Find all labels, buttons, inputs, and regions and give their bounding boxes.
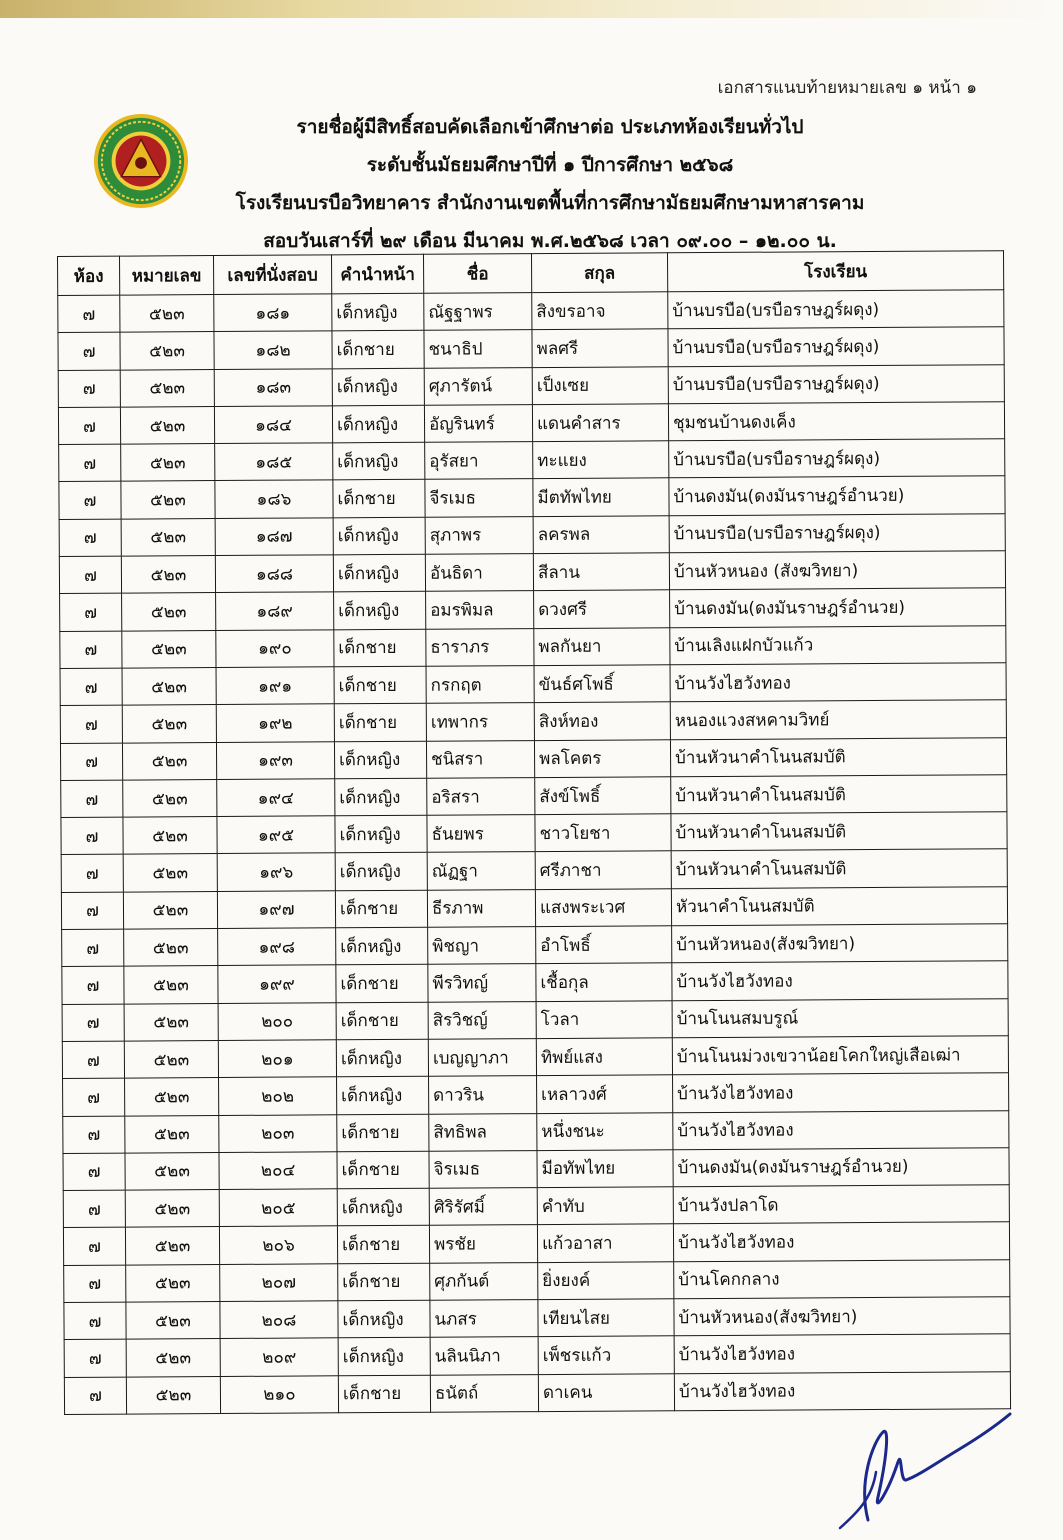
cell-school: บ้านบรบือ(บรบือราษฎร์ผดุง) [668, 290, 1004, 329]
header-prefix: คำนำหน้า [331, 254, 423, 294]
cell-prefix: เด็กหญิง [333, 554, 425, 592]
cell-first-name: ศุภารัตน์ [424, 367, 532, 405]
cell-number: ๕๒๓ [126, 1264, 220, 1302]
cell-room: ๗ [59, 556, 121, 594]
cell-prefix: เด็กชาย [336, 965, 428, 1003]
cell-number: ๕๒๓ [121, 518, 215, 556]
cell-room: ๗ [59, 444, 121, 482]
table-row [61, 812, 1007, 855]
cell-prefix: เด็กหญิง [332, 368, 424, 406]
cell-seat: ๒๐๘ [220, 1301, 338, 1339]
cell-prefix: เด็กหญิง [336, 1039, 428, 1077]
cell-first-name: นภสร [430, 1300, 538, 1338]
cell-first-name: อมรพิมล [426, 591, 534, 629]
cell-last-name: พลศรี [532, 329, 668, 367]
cell-school: บ้านวังไฮวังทอง [674, 1334, 1010, 1373]
cell-prefix: เด็กหญิง [338, 1300, 430, 1338]
cell-first-name: ชนิสรา [426, 740, 534, 778]
cell-seat: ๑๙๖ [217, 853, 335, 891]
table-row [61, 849, 1007, 892]
cell-number: ๕๒๓ [120, 406, 214, 444]
cell-last-name: พลโคตร [534, 739, 670, 777]
cell-seat: ๑๙๘ [218, 928, 336, 966]
header-number: หมายเลข [120, 256, 214, 296]
cell-number: ๕๒๓ [125, 1115, 219, 1153]
cell-school: บ้านหัวหนอง(สังฆวิทยา) [674, 1297, 1010, 1336]
cell-seat: ๒๐๙ [220, 1338, 338, 1376]
cell-first-name: ธาราภร [426, 628, 534, 666]
cell-seat: ๒๐๑ [218, 1040, 336, 1078]
cell-room: ๗ [59, 482, 121, 520]
cell-room: ๗ [62, 966, 124, 1004]
table-row [60, 737, 1006, 780]
cell-last-name: เชื้อกุล [536, 963, 672, 1001]
table-row [63, 1073, 1009, 1116]
cell-seat: ๒๐๗ [220, 1264, 338, 1302]
cell-prefix: เด็กหญิง [332, 405, 424, 443]
cell-last-name: หนึ่งชนะ [537, 1112, 673, 1150]
cell-seat: ๑๘๕ [215, 443, 333, 481]
cell-prefix: เด็กชาย [338, 1263, 430, 1301]
cell-last-name: ทิพย์แสง [536, 1038, 672, 1076]
table-row [58, 290, 1004, 333]
cell-school: บ้านวังปลาโด [673, 1185, 1009, 1224]
cell-number: ๕๒๓ [123, 817, 217, 855]
cell-seat: ๑๙๙ [218, 965, 336, 1003]
cell-room: ๗ [63, 1228, 125, 1266]
cell-last-name: สังข์โพธิ์ [535, 777, 671, 815]
cell-number: ๕๒๓ [120, 332, 214, 370]
cell-school: บ้านโนนสมบรูณ์ [672, 998, 1008, 1037]
cell-school: บ้านบรบือ(บรบือราษฎร์ผดุง) [669, 439, 1005, 478]
cell-prefix: เด็กหญิง [334, 741, 426, 779]
cell-seat: ๑๘๒ [214, 331, 332, 369]
cell-prefix: เด็กหญิง [335, 815, 427, 853]
cell-last-name: มีอทัพไทย [537, 1150, 673, 1188]
cell-school: บ้านวังไฮวังทอง [674, 1371, 1010, 1410]
table-row [64, 1297, 1010, 1340]
cell-first-name: ดาวริน [429, 1076, 537, 1114]
cell-seat: ๑๙๔ [217, 779, 335, 817]
header-first-name: ชื่อ [423, 254, 531, 294]
cell-number: ๕๒๓ [123, 891, 217, 929]
cell-seat: ๑๘๔ [214, 406, 332, 444]
table-row [59, 476, 1005, 519]
cell-first-name: ศุภกันต์ [430, 1262, 538, 1300]
table-row [62, 1036, 1008, 1079]
cell-number: ๕๒๓ [122, 630, 216, 668]
cell-number: ๕๒๓ [125, 1078, 219, 1116]
cell-first-name: อันธิดา [425, 554, 533, 592]
cell-room: ๗ [58, 332, 120, 370]
cell-school: บ้านหัวนาคำโนนสมบัติ [671, 775, 1007, 814]
cell-seat: ๑๘๘ [215, 555, 333, 593]
cell-first-name: อุรัสยา [425, 442, 533, 480]
cell-seat: ๒๐๖ [219, 1226, 337, 1264]
cell-number: ๕๒๓ [124, 929, 218, 967]
reference-number: เอกสารแนบท้ายหมายเลข ๑ หน้า ๑ [717, 78, 977, 98]
cell-prefix: เด็กชาย [337, 1226, 429, 1264]
cell-number: ๕๒๓ [124, 966, 218, 1004]
table-row [59, 513, 1005, 556]
cell-number: ๕๒๓ [120, 295, 214, 333]
cell-seat: ๑๙๗ [217, 891, 335, 929]
cell-last-name: พลกันยา [534, 627, 670, 665]
cell-room: ๗ [63, 1190, 125, 1228]
table-row [62, 961, 1008, 1004]
cell-room: ๗ [61, 817, 123, 855]
document-header [150, 108, 950, 260]
cell-seat: ๑๘๙ [216, 592, 334, 630]
cell-prefix: เด็กหญิง [338, 1338, 430, 1376]
cell-room: ๗ [62, 1004, 124, 1042]
title-line-1: รายชื่อผู้มีสิทธิ์สอบคัดเลือกเข้าศึกษาต่อ ประเภทห้องเรียนทั่วไป [296, 116, 804, 138]
cell-room: ๗ [63, 1078, 125, 1116]
cell-prefix: เด็กหญิง [332, 293, 424, 331]
header-last-name: สกุล [531, 253, 667, 293]
cell-prefix: เด็กชาย [332, 331, 424, 369]
cell-school: หัวนาคำโนนสมบัติ [671, 886, 1007, 925]
cell-number: ๕๒๓ [125, 1152, 219, 1190]
cell-prefix: เด็กหญิง [337, 1076, 429, 1114]
cell-first-name: พรชัย [429, 1225, 537, 1263]
cell-number: ๕๒๓ [126, 1339, 220, 1377]
cell-seat: ๒๐๐ [218, 1002, 336, 1040]
cell-room: ๗ [64, 1302, 126, 1340]
cell-last-name: แก้วอาสา [537, 1224, 673, 1262]
cell-first-name: ชนาธิป [424, 330, 532, 368]
candidate-table [57, 250, 1011, 1415]
cell-school: บ้านโนนม่วงเขวาน้อยโคกใหญ่เสือเฒ่า [672, 1036, 1008, 1075]
cell-last-name: เพ็ชรแก้ว [538, 1336, 674, 1374]
cell-school: บ้านวังไฮวังทอง [673, 1110, 1009, 1149]
cell-last-name: ศรีภาชา [535, 851, 671, 889]
cell-number: ๕๒๓ [124, 1040, 218, 1078]
cell-number: ๕๒๓ [120, 369, 214, 407]
cell-school: บ้านดงมัน(ดงมันราษฎร์อำนวย) [673, 1148, 1009, 1187]
table-row [64, 1259, 1010, 1302]
cell-number: ๕๒๓ [122, 593, 216, 631]
cell-prefix: เด็กหญิง [334, 592, 426, 630]
cell-number: ๕๒๓ [121, 481, 215, 519]
handwritten-signature [828, 1402, 1018, 1532]
cell-prefix: เด็กชาย [334, 629, 426, 667]
cell-number: ๕๒๓ [121, 556, 215, 594]
cell-school: บ้านหัวนาคำโนนสมบัติ [671, 849, 1007, 888]
cell-room: ๗ [60, 631, 122, 669]
cell-room: ๗ [58, 370, 120, 408]
cell-prefix: เด็กหญิง [335, 853, 427, 891]
cell-number: ๕๒๓ [122, 705, 216, 743]
cell-school: บ้านหัวนาคำโนนสมบัติ [670, 737, 1006, 776]
cell-first-name: ณัฐฐาพร [424, 293, 532, 331]
cell-number: ๕๒๓ [122, 742, 216, 780]
table-row [59, 551, 1005, 594]
cell-first-name: สิรวิชญ์ [428, 1001, 536, 1039]
cell-first-name: พีรวิทญ์ [428, 964, 536, 1002]
cell-last-name: เป็งเซย [532, 366, 668, 404]
cell-room: ๗ [64, 1377, 126, 1415]
cell-school: บ้านบรบือ(บรบือราษฎร์ผดุง) [668, 364, 1004, 403]
table-row [60, 700, 1006, 743]
cell-last-name: แดนคำสาร [532, 404, 668, 442]
cell-school: ชุมชนบ้านดงเค็ง [668, 402, 1004, 441]
cell-room: ๗ [58, 407, 120, 445]
cell-seat: ๑๙๑ [216, 667, 334, 705]
cell-number: ๕๒๓ [123, 779, 217, 817]
cell-last-name: มีตทัพไทย [533, 478, 669, 516]
cell-room: ๗ [60, 705, 122, 743]
cell-school: บ้านบรบือ(บรบือราษฎร์ผดุง) [669, 513, 1005, 552]
cell-room: ๗ [62, 1041, 124, 1079]
cell-prefix: เด็กหญิง [333, 442, 425, 480]
cell-last-name: สีลาน [533, 553, 669, 591]
cell-seat: ๒๐๕ [219, 1189, 337, 1227]
cell-room: ๗ [63, 1116, 125, 1154]
table-row [63, 1110, 1009, 1153]
table-row [60, 588, 1006, 631]
header-seat: เลขที่นั่งสอบ [214, 255, 332, 295]
cell-first-name: เบญญาภา [428, 1039, 536, 1077]
cell-seat: ๑๙๒ [216, 704, 334, 742]
cell-first-name: ธันยพร [427, 815, 535, 853]
cell-number: ๕๒๓ [126, 1302, 220, 1340]
table-row [63, 1185, 1009, 1228]
cell-prefix: เด็กหญิง [333, 517, 425, 555]
cell-first-name: กรกฤต [426, 666, 534, 704]
cell-prefix: เด็กชาย [335, 890, 427, 928]
cell-seat: ๑๙๐ [216, 629, 334, 667]
cell-school: บ้านบรบือ(บรบือราษฎร์ผดุง) [668, 327, 1004, 366]
cell-room: ๗ [60, 593, 122, 631]
cell-number: ๕๒๓ [123, 854, 217, 892]
cell-prefix: เด็กชาย [337, 1151, 429, 1189]
cell-room: ๗ [59, 519, 121, 557]
cell-number: ๕๒๓ [125, 1227, 219, 1265]
cell-school: บ้านวังไฮวังทอง [670, 663, 1006, 702]
table-header-row [58, 251, 1004, 296]
cell-last-name: ยิ่งยงค์ [538, 1261, 674, 1299]
cell-seat: ๑๘๓ [214, 368, 332, 406]
table-row [63, 1148, 1009, 1191]
cell-room: ๗ [60, 668, 122, 706]
title-line-2: ระดับชั้นมัธยมศึกษาปีที่ ๑ ปีการศึกษา ๒๕๖๘ [366, 154, 734, 176]
table-row [63, 1222, 1009, 1265]
cell-first-name: ศิริรัศมิ์ [429, 1188, 537, 1226]
cell-last-name: สิงห์ทอง [534, 702, 670, 740]
table-row [64, 1334, 1010, 1377]
cell-school: หนองแวงสหคามวิทย์ [670, 700, 1006, 739]
cell-first-name: สุภาพร [425, 516, 533, 554]
cell-school: บ้านเลิงแฝกบัวแก้ว [670, 625, 1006, 664]
title-line-3: โรงเรียนบรบือวิทยาคาร สำนักงานเขตพื้นที่การศึกษามัธยมศึกษามหาสารคาม [235, 192, 865, 214]
cell-prefix: เด็กชาย [336, 1002, 428, 1040]
cell-seat: ๑๘๖ [215, 480, 333, 518]
cell-seat: ๑๙๓ [216, 741, 334, 779]
table-row [62, 998, 1008, 1041]
cell-seat: ๑๘๑ [214, 294, 332, 332]
cell-first-name: เทพากร [426, 703, 534, 741]
cell-prefix: เด็กหญิง [337, 1188, 429, 1226]
cell-prefix: เด็กชาย [334, 704, 426, 742]
cell-school: บ้านดงมัน(ดงมันราษฎร์อำนวย) [669, 476, 1005, 515]
cell-school: บ้านหัวหนอง(สังฆวิทยา) [672, 924, 1008, 963]
cell-seat: ๒๐๔ [219, 1152, 337, 1190]
cell-last-name: ดวงศรี [534, 590, 670, 628]
cell-school: บ้านวังไฮวังทอง [673, 1222, 1009, 1261]
cell-first-name: ณัฏฐา [427, 852, 535, 890]
table-row [59, 439, 1005, 482]
table-row [60, 625, 1006, 668]
cell-school: บ้านโคกกลาง [674, 1259, 1010, 1298]
cell-number: ๕๒๓ [121, 444, 215, 482]
table-row [60, 663, 1006, 706]
cell-prefix: เด็กชาย [334, 666, 426, 704]
cell-prefix: เด็กหญิง [335, 778, 427, 816]
cell-room: ๗ [62, 929, 124, 967]
cell-number: ๕๒๓ [122, 668, 216, 706]
cell-last-name: คำทับ [537, 1187, 673, 1225]
cell-room: ๗ [60, 743, 122, 781]
cell-last-name: เหลาวงศ์ [537, 1075, 673, 1113]
table-row [58, 364, 1004, 407]
cell-seat: ๒๐๓ [219, 1114, 337, 1152]
cell-last-name: อำโพธิ์ [536, 926, 672, 964]
cell-seat: ๒๐๒ [219, 1077, 337, 1115]
cell-first-name: ธนัตถ์ [430, 1374, 538, 1412]
cell-last-name: โวลา [536, 1000, 672, 1038]
cell-room: ๗ [61, 855, 123, 893]
cell-last-name: แสงพระเวศ [535, 889, 671, 927]
cell-school: บ้านวังไฮวังทอง [672, 961, 1008, 1000]
cell-room: ๗ [61, 780, 123, 818]
cell-last-name: ทะแยง [533, 441, 669, 479]
cell-last-name: เทียนไสย [538, 1299, 674, 1337]
cell-first-name: ธีรภาพ [427, 889, 535, 927]
cell-first-name: จิรเมธ [429, 1150, 537, 1188]
table-row [58, 327, 1004, 370]
header-room: ห้อง [58, 256, 120, 295]
cell-school: บ้านหัวนาคำโนนสมบัติ [671, 812, 1007, 851]
header-school: โรงเรียน [667, 251, 1003, 292]
cell-first-name: นลินนิภา [430, 1337, 538, 1375]
table-row [62, 924, 1008, 967]
cell-first-name: อัญรินทร์ [424, 404, 532, 442]
cell-number: ๕๒๓ [126, 1376, 220, 1414]
paper-top-edge [0, 0, 1063, 18]
cell-seat: ๒๑๐ [220, 1375, 338, 1413]
cell-school: บ้านดงมัน(ดงมันราษฎร์อำนวย) [670, 588, 1006, 627]
cell-room: ๗ [58, 295, 120, 333]
cell-last-name: ขันธ์ศโพธิ์ [534, 665, 670, 703]
cell-prefix: เด็กชาย [337, 1114, 429, 1152]
cell-seat: ๑๙๕ [217, 816, 335, 854]
cell-first-name: อริสรา [427, 777, 535, 815]
cell-room: ๗ [64, 1265, 126, 1303]
cell-room: ๗ [61, 892, 123, 930]
cell-first-name: สิทธิพล [429, 1113, 537, 1151]
cell-prefix: เด็กชาย [333, 480, 425, 518]
table-row [61, 886, 1007, 929]
cell-first-name: พิชญา [428, 927, 536, 965]
cell-school: บ้านหัวหนอง (สังฆวิทยา) [669, 551, 1005, 590]
cell-number: ๕๒๓ [124, 1003, 218, 1041]
cell-last-name: ลครพล [533, 516, 669, 554]
cell-school: บ้านวังไฮวังทอง [673, 1073, 1009, 1112]
cell-last-name: ดาเคน [538, 1373, 674, 1411]
table-row [61, 775, 1007, 818]
cell-number: ๕๒๓ [125, 1190, 219, 1228]
cell-prefix: เด็กชาย [338, 1375, 430, 1413]
table-row [58, 402, 1004, 445]
cell-seat: ๑๘๗ [215, 518, 333, 556]
cell-first-name: จีรเมธ [425, 479, 533, 517]
cell-last-name: สิงขรอาจ [532, 292, 668, 330]
title-line-4: สอบวันเสาร์ที่ ๒๙ เดือน มีนาคม พ.ศ.๒๕๖๘ เวลา ๐๙.๐๐ – ๑๒.๐๐ น. [263, 230, 837, 252]
cell-room: ๗ [63, 1153, 125, 1191]
cell-last-name: ชาวโยชา [535, 814, 671, 852]
cell-prefix: เด็กหญิง [336, 927, 428, 965]
cell-room: ๗ [64, 1339, 126, 1377]
